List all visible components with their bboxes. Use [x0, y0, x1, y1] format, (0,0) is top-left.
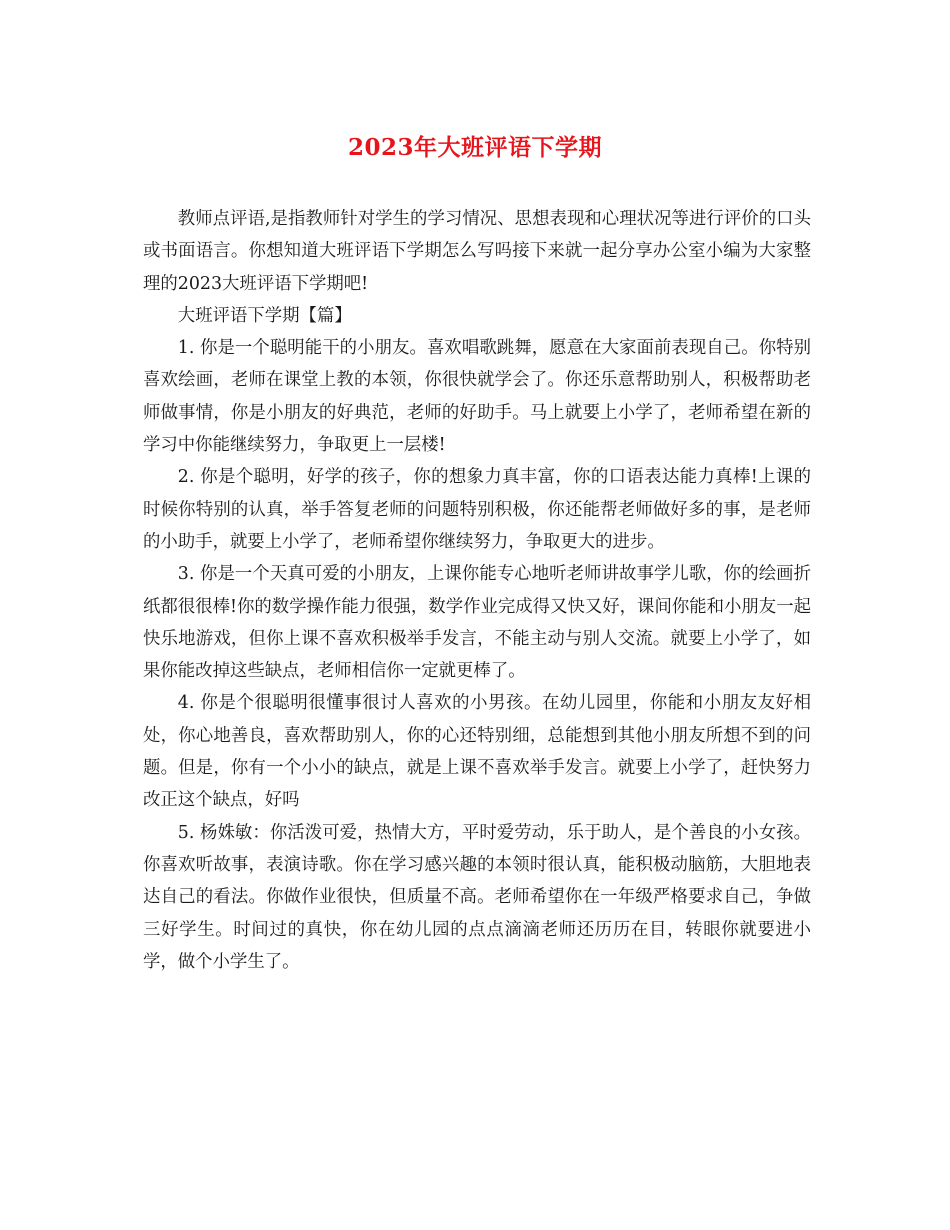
comment-item-3: 3. 你是一个天真可爱的小朋友，上课你能专心地听老师讲故事学儿歌，你的绘画折纸都很很棒!你的数学操作能力很强，数学作业完成得又快又好，课间你能和小朋友一起快乐地游戏，但你上课不喜欢积极举手发言，不能主动与别人交流。就要上小学了，如果你能改掉这些缺点，老师相信你一定就更棒了。 — [143, 564, 811, 682]
document-body — [143, 203, 811, 978]
comment-item-2: 2. 你是个聪明，好学的孩子，你的想象力真丰富，你的口语表达能力真棒!上课的时候你特别的认真，举手答复老师的问题特别积极，你还能帮老师做好多的事，是老师的小助手，就要上小学了，老师希望你继续努力，争取更大的进步。 — [143, 467, 811, 552]
intro-paragraph: 教师点评语,是指教师针对学生的学习情况、思想表现和心理状况等进行评价的口头或书面语言。你想知道大班评语下学期怎么写吗接下来就一起分享办公室小编为大家整理的2023大班评语下学期吧! — [143, 209, 811, 294]
comment-item-5: 5. 杨姝敏：你活泼可爱，热情大方，平时爱劳动，乐于助人，是个善良的小女孩。你喜欢听故事，表演诗歌。你在学习感兴趣的本领时很认真，能积极动脑筋，大胆地表达自己的看法。你做作业很快，但质量不高。老师希望你在一年级严格要求自己，争做三好学生。时间过的真快，你在幼儿园的点点滴滴老师还历历在目，转眼你就要进小学，做个小学生了。 — [143, 822, 811, 972]
document-title: 2023年大班评语下学期 — [347, 134, 602, 161]
comment-item-4: 4. 你是个很聪明很懂事很讨人喜欢的小男孩。在幼儿园里，你能和小朋友友好相处，你心地善良，喜欢帮助别人，你的心还特别细，总能想到其他小朋友所想不到的问题。但是，你有一个小小的缺点，就是上课不喜欢举手发言。就要上小学了，赶快努力改正这个缺点，好吗 — [143, 693, 811, 811]
section-heading: 大班评语下学期【篇】 — [177, 305, 352, 326]
comment-item-1: 1. 你是一个聪明能干的小朋友。喜欢唱歌跳舞，愿意在大家面前表现自己。你特别喜欢绘画，老师在课堂上教的本领，你很快就学会了。你还乐意帮助别人，积极帮助老师做事情，你是小朋友的好典范，老师的好助手。马上就要上小学了，老师希望在新的学习中你能继续努力，争取更上一层楼! — [143, 338, 811, 456]
